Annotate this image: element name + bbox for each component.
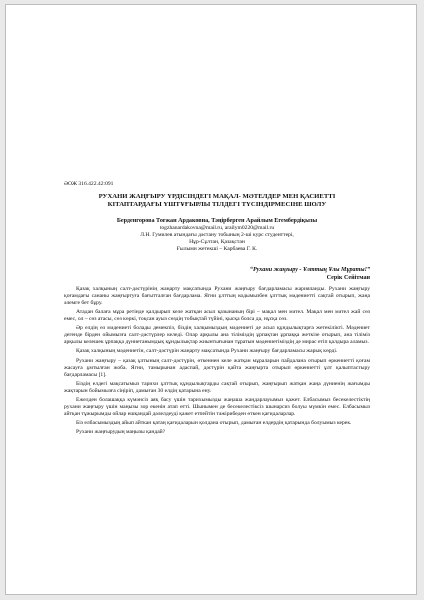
paragraph: Ежелден болашаққа күмәнсіз аяқ басу үшін тарихымызды жаңаша жаңдарлауымыз қажет. Елбасымыз бесекелестіктің рухани жаңғыру үшін маңызы зор екенін атап өтті. Шынымен де бесекелестіксіз шынарсиз болуы мүмкін емес. Елбасымыз айтқан тұжырымды ойлар ешқандай дәлелдеуді қажет етпейтін тәжірибеден өткен қағидаларлар. [64,396,370,418]
document-page [5,4,417,595]
paragraph: Әр елдің өз мәдениеті болады демекпіз, біздің халқымыздың мәдениеті де асыл құндылықтарға жетекілікті. Мәдениет дегенде бірден ойымызға салт-дәстүрлер келеді. Олар арқылы ана тіліміздің ұрпақтан ұрпаққа жеткізе отырып, ана тіліміз арқылы келешек ұрпаққа дүниетанымдық құндылықтар жиынтығынан тұратын мәдениетіміздің де мирас етіп қалдыра аламыз. [64,325,370,346]
paragraph: Біз елбасымыздың айып айткан қатаң қағидаларын қолдана отырып, дамыған елдердің қатарында болуымыз керек. [76,420,352,427]
paragraph: Рухани жаңғыру – қазақ ұлтының салт-дәстүрін, өткеннен келе жатқан мұраларын пайдалана отырып өркениетті қоғам жасауға ұмтылған жоба. Ягни, тамырынан адаспай, дәстүрін қайта жаңғырта отырып өркениетті ұлт қалыптастыру бағдарламасы [1]. [64,357,370,378]
udc-code: ӘОЖ 316.422.42:091 [64,181,114,187]
title-line-2: КІТАПТАРДАҒЫ ҮШТҰҒЫРЛЫ ТІЛДЕГІ ТҮСІНДІРМЕСІНЕ ШОЛУ [107,201,327,209]
body-text [64,286,370,437]
author-emails: togzhanardakovna@mail.ru, arailym0220@mail.ru [159,225,275,232]
paragraph: Атадан балаға мұра ретінде қалдырып келе жатқан асыл қазынаның бірі – мақал мен мәтел. Мақал мен мәтел жай сөз емес, ол – сөз атасы, сөз көркі, тоқсан ауыз сөздің тобықтай түйіні, қысқа болса да, нұсқа сөз. [64,308,370,323]
paper-content [64,181,370,438]
paragraph: Қазақ халқының мәдениетін, салт-дәстүрін жаңарту мақсатында Рухани жаңғыру бағдарламасы жарық көрді. [76,348,338,355]
epigraph-author: Серік Сейітман [326,275,370,282]
affiliation-line-2: Нұр-Сұлтан, Қазақстан [189,239,245,246]
authors: Берденгорова Тоғжан Ардаковна, Тәңірберген Арайлым Егембердіқызы [116,217,318,224]
affiliation-line-1: Л.Н. Гумилев атындағы дәстану тобының 2-ші курс студенттері, [140,232,294,239]
paragraph: Қазақ халқының салт-дәстүрінің жаңарту мақсатында Рухани жаңғыру бағдарламасы жарияланды. Рухани жаңғыру қоғамдағы сананы жаңғыртуға бағытталған бағдарлама. Ягни ұлттың кодымызбен ұлттық мәдениетті сақтай отырып, жаңа әлемге бет бұру. [64,285,370,306]
epigraph-quote: “Рухани жаңғыру - Ұлттың Ұлы Мұраты!” [249,267,370,274]
paragraph-question: Рухани жаңғырудың маңызы қандай? [76,429,166,436]
paragraph: Біздің елдегі мақсатымыз тарихи ұлттық құндылықтарды сақтай отырып, жаңғырып жатқан жаңа дүниенің жағымды жақтарын бойымызға сіңіріп, дамыған 30 елдің қатарына ену. [64,380,370,394]
epigraph [64,267,370,282]
supervisor: Ғылыми жетекші – Карбаева Г. К. [176,246,258,253]
paper-title [64,193,370,209]
title-line-1: РУХАНИ ЖАҢҒЫРУ ҮРДІСІНДЕГІ МАҚАЛ- МӘТЕЛДЕР МЕН ҚАСИЕТТІ [98,193,336,201]
